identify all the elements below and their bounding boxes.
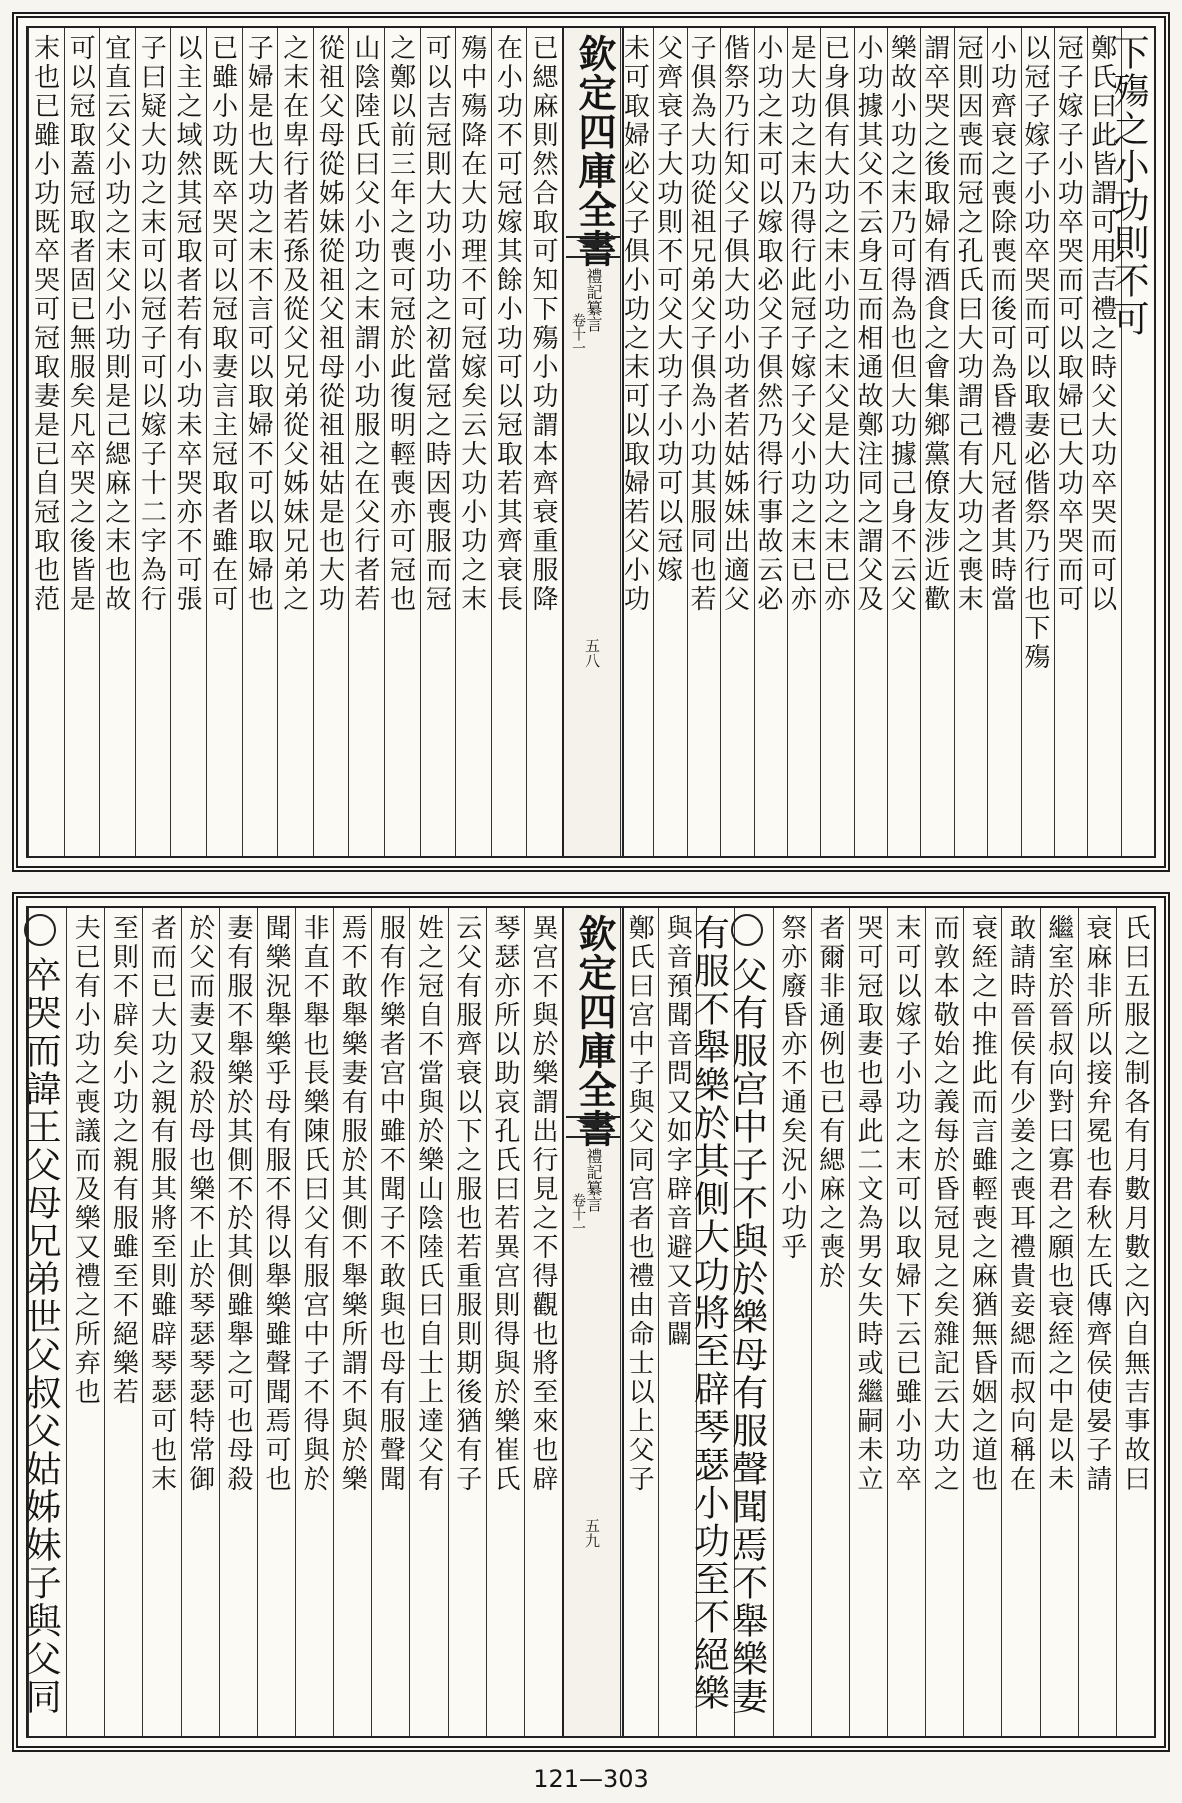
column-text: 是大功之末乃得行此冠子嫁子父小功之末已亦 xyxy=(786,34,817,614)
top-text-column xyxy=(887,28,920,856)
column-text: 卒哭而諱王父母兄弟世父叔父姑姊妹子與父同 xyxy=(20,956,62,1716)
top-text-column xyxy=(1087,28,1120,856)
page-reference: 121—303 xyxy=(533,1765,649,1793)
bottom-text-column xyxy=(1116,908,1154,1736)
column-text: 冠子嫁子小功卒哭而可以取婦已大功卒哭而可 xyxy=(1053,34,1084,614)
top-text-column xyxy=(491,28,527,856)
column-text: 從祖父母從姊妹從祖父祖母從祖祖姑是也大功 xyxy=(314,34,345,614)
top-folio-title: 欽定四庫全書 xyxy=(572,34,617,268)
top-text-column xyxy=(653,28,686,856)
bottom-page-frame xyxy=(20,906,1156,1738)
bottom-text-column xyxy=(486,908,524,1736)
column-text: 氏曰五服之制各有月數月數之內自無吉事故曰 xyxy=(1119,914,1150,1494)
top-text-column xyxy=(787,28,820,856)
column-text: 有服不舉樂於其側大功將至辟琴瑟小功至不絕樂 xyxy=(688,914,730,1712)
top-text-column xyxy=(206,28,242,856)
column-text: 之鄭以前三年之喪可冠於此復明輕喪亦可冠也 xyxy=(385,34,416,614)
top-text-column xyxy=(820,28,853,856)
bottom-text-column xyxy=(658,908,696,1736)
column-text: 山陰陸氏曰父小功之末謂小功服之在父行者若 xyxy=(349,34,380,614)
top-page-frame xyxy=(26,26,1156,858)
column-text: 祭亦廢昏亦不通矣況小功乎 xyxy=(776,914,807,1262)
bottom-text-column xyxy=(333,908,371,1736)
column-text: 子婦是也大功之末不言可以取婦不可以取婦也 xyxy=(243,34,274,614)
column-text: 小功齊衰之喪除喪而後可為昏禮凡冠者其時當 xyxy=(986,34,1017,614)
bottom-folio-page-number: 五九 xyxy=(583,1518,601,1548)
column-text: 已身俱有大功之末小功之末父是大功之末已亦 xyxy=(819,34,850,614)
column-text: 衰麻非所以接弁冕也春秋左氏傳齊侯使晏子請 xyxy=(1081,914,1112,1494)
bottom-text-column xyxy=(448,908,486,1736)
top-text-column xyxy=(620,28,653,856)
column-text: 琴瑟亦所以助哀孔氏曰若異宫則得與於樂崔氏 xyxy=(489,914,520,1494)
column-text: 謂卒哭之後取婦有酒食之會集鄉黨僚友涉近歡 xyxy=(919,34,950,614)
top-text-column xyxy=(242,28,278,856)
column-text: 繼室於晉叔向對曰寡君之願也衰絰之中是以未 xyxy=(1043,914,1074,1494)
column-text: 在小功不可冠嫁其餘小功可以冠取若其齊衰長 xyxy=(492,34,523,614)
column-text: 子俱為大功從祖兄弟父子俱為小功其服同也若 xyxy=(686,34,717,614)
column-text: 夫已有小功之喪議而及樂又禮之所弃也 xyxy=(70,914,101,1407)
bottom-text-column xyxy=(104,908,142,1736)
top-text-column xyxy=(1054,28,1087,856)
bottom-text-column xyxy=(66,908,104,1736)
top-text-column xyxy=(455,28,491,856)
column-text: 可以吉冠則大功小功之初當冠之時因喪服而冠 xyxy=(421,34,452,614)
column-text: 於父而妻又殺於母也樂不止於琴瑟琴瑟特常御 xyxy=(184,914,215,1494)
column-text: 非直不舉也長樂陳氏曰父有服宫中子不得與於 xyxy=(299,914,330,1494)
bottom-folio xyxy=(562,908,624,1736)
column-text: 鄭氏曰此皆謂可用吉禮之時父大功卒哭而可以 xyxy=(1086,34,1117,614)
top-text-column xyxy=(754,28,787,856)
column-text: 下殤之小功則不可 xyxy=(1108,34,1149,338)
top-text-column xyxy=(135,28,171,856)
column-text: 哭可冠取妻也尋此二文為男女失時或繼嗣未立 xyxy=(852,914,883,1494)
bottom-fishtail-mark xyxy=(566,1116,620,1138)
column-text: 焉不敢舉樂妻有服於其側不舉樂所謂不與於樂 xyxy=(337,914,368,1494)
column-text: 宜直云父小功之末父小功則是己緦麻之末也故 xyxy=(100,34,131,614)
bottom-page xyxy=(12,892,1170,1752)
bottom-text-column xyxy=(219,908,257,1736)
column-text: 與音預聞音問又如字辟音避又音闢 xyxy=(662,914,693,1349)
column-text: 子曰疑大功之末可以冠子可以嫁子十二字為行 xyxy=(136,34,167,614)
bottom-text-column xyxy=(1040,908,1078,1736)
top-text-column xyxy=(987,28,1020,856)
bottom-folio-book-title: 禮記纂言 xyxy=(584,1148,603,1212)
top-folio-volume: 卷十一 xyxy=(570,313,586,355)
column-text: 冠則因喪而冠之孔氏曰大功謂己有大功之喪末 xyxy=(953,34,984,614)
bottom-text-column xyxy=(20,908,66,1736)
top-text-column xyxy=(420,28,456,856)
column-text: 鄭氏曰宫中子與父同宫者也禮由命士以上父子 xyxy=(624,914,655,1494)
top-text-column xyxy=(384,28,420,856)
bottom-text-column xyxy=(773,908,811,1736)
bottom-text-column xyxy=(811,908,849,1736)
bottom-text-column xyxy=(181,908,219,1736)
bottom-text-column xyxy=(409,908,447,1736)
bottom-text-column xyxy=(371,908,409,1736)
column-text: 末可以嫁子小功之末可以取婦下云已雖小功卒 xyxy=(891,914,922,1494)
column-text: 父有服宫中子不與於樂母有服聲聞焉不舉樂妻 xyxy=(726,956,768,1716)
column-text: 小功之末可以嫁取必父子俱然乃得行事故云必 xyxy=(752,34,783,614)
column-text: 聞樂況舉樂乎母有服不得以舉樂雖聲聞焉可也 xyxy=(260,914,291,1494)
column-text: 已雖小功既卒哭可以冠取妻言主冠取者雖在可 xyxy=(207,34,238,614)
column-text: 敢請時晉侯有少姜之喪耳禮貴妾緦而叔向稱在 xyxy=(1005,914,1036,1494)
top-text-column xyxy=(277,28,313,856)
top-text-column xyxy=(920,28,953,856)
top-text-column xyxy=(854,28,887,856)
top-text-column xyxy=(1021,28,1054,856)
column-text: 至則不辟矣小功之親有服雖至不絕樂若 xyxy=(108,914,139,1407)
bottom-text-column xyxy=(726,908,772,1736)
bottom-text-column xyxy=(524,908,562,1736)
top-text-column xyxy=(1108,28,1154,856)
column-text: 未可取婦必父子俱小功之末可以取婦若父小功 xyxy=(619,34,650,614)
bottom-folio-volume: 卷十一 xyxy=(570,1193,586,1235)
bottom-text-column xyxy=(688,908,734,1736)
column-text: 小功據其父不云身互而相通故鄭注同之謂父及 xyxy=(853,34,883,614)
bottom-text-column xyxy=(849,908,887,1736)
top-text-column xyxy=(720,28,753,856)
column-text: 姓之冠自不當與於樂山陰陸氏曰自士上達父有 xyxy=(413,914,444,1494)
top-text-column xyxy=(954,28,987,856)
bottom-text-column xyxy=(887,908,925,1736)
column-text: 衰絰之中推此而言雖輕喪之麻猶無昏姻之道也 xyxy=(967,914,998,1494)
column-text: 末也已雖小功既卒哭可冠取妻是已自冠取也范 xyxy=(29,34,60,614)
top-text-column xyxy=(99,28,135,856)
bottom-text-column xyxy=(963,908,1001,1736)
column-text: 異宫不與於樂謂出行見之不得觀也將至來也辟 xyxy=(527,914,558,1494)
column-text: 云父有服齊衰以下之服也若重服則期後猶有子 xyxy=(451,914,482,1494)
top-folio-book-title: 禮記纂言 xyxy=(584,268,603,332)
column-text: 可以冠取蓋冠取者固已無服矣凡卒哭之後皆是 xyxy=(65,34,96,614)
column-text: 偕祭乃行知父子俱大功小功者若姑姊妹出適父 xyxy=(719,34,750,614)
top-text-column xyxy=(348,28,384,856)
bottom-text-column xyxy=(295,908,333,1736)
column-text: 妻有服不舉樂於其側不於其側雖舉之可也母殺 xyxy=(222,914,253,1494)
top-text-column xyxy=(64,28,100,856)
column-text: 以冠子嫁子小功卒哭而可以取妻必偕祭乃行也下殤 xyxy=(1019,34,1050,672)
bottom-text-column xyxy=(1001,908,1039,1736)
top-text-column xyxy=(687,28,720,856)
column-text: 者而已大功之親有服其將至則雖辟琴瑟可也末 xyxy=(146,914,177,1494)
column-text: 已緦麻則然合取可知下殤小功謂本齊衰重服降 xyxy=(527,34,558,614)
column-text: 父齊衰子大功則不可父大功子小功可以冠嫁 xyxy=(652,34,683,585)
column-text: 樂故小功之末乃可得為也但大功據己身不云父 xyxy=(886,34,917,614)
bottom-text-column xyxy=(925,908,963,1736)
bottom-text-column xyxy=(257,908,295,1736)
top-text-column xyxy=(28,28,64,856)
column-text: 以主之域然其冠取者若有小功未卒哭亦不可張 xyxy=(171,34,202,614)
column-text: 殤中殤降在大功理不可冠嫁矣云大功小功之末 xyxy=(456,34,487,614)
top-folio-page-number: 五八 xyxy=(583,638,601,668)
top-fishtail-mark xyxy=(566,236,620,258)
top-folio xyxy=(562,28,624,856)
bottom-text-column xyxy=(1078,908,1116,1736)
top-page xyxy=(12,12,1170,872)
column-text: 之末在卑行者若孫及從父兄弟從父姊妹兄弟之 xyxy=(278,34,309,614)
top-text-column xyxy=(313,28,349,856)
column-text: 者爾非通例也已有緦麻之喪於 xyxy=(814,914,845,1291)
column-text: 而敦本敬始之義每於昏冠見之矣雜記云大功之 xyxy=(929,914,960,1494)
bottom-folio-title: 欽定四庫全書 xyxy=(572,914,617,1148)
top-text-column xyxy=(170,28,206,856)
top-text-column xyxy=(526,28,562,856)
bottom-text-column xyxy=(620,908,658,1736)
column-text: 服有作樂者宫中雖不聞子不敢與也母有服聲聞 xyxy=(375,914,406,1494)
bottom-text-column xyxy=(142,908,180,1736)
